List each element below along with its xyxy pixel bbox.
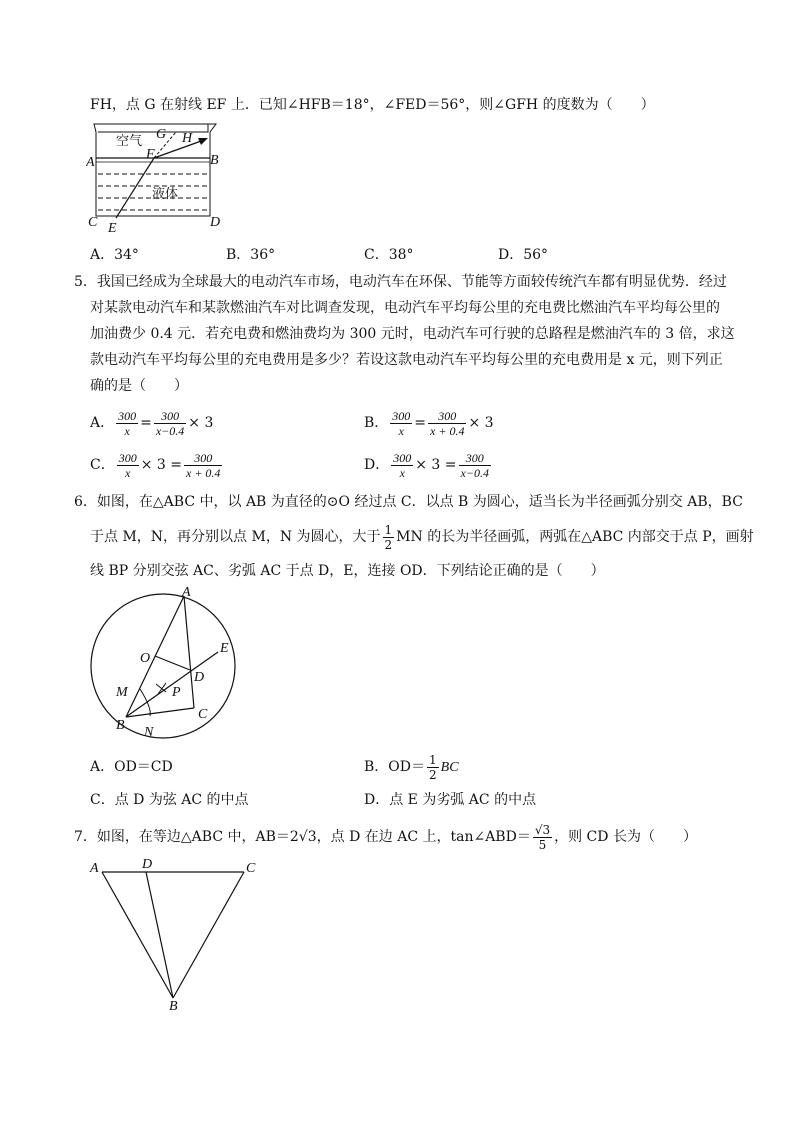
q6-pt-E: E: [220, 641, 229, 656]
q4-air-label: 空气: [116, 134, 143, 149]
q7-figure: [86, 858, 266, 1014]
q4-stem: FH，点 G 在射线 EF 上．已知∠HFB＝18°，∠FED＝56°，则∠GFH 的度数为（ ）: [90, 97, 655, 113]
q6-pt-D: D: [194, 670, 205, 685]
q7-pt-C: C: [246, 861, 256, 876]
q5-option-d[interactable]: D． $\frac{300}{x}$ × 3 = $\frac{300}{x-0.4}$: [364, 450, 489, 480]
q6-line-2: 于点 M，N，再分别以点 M，N 为圆心，大于 $\frac{1}{2}$ MN 的长为半径画弧，两弧在△ABC 内部交于点 P，画射: [90, 522, 754, 552]
q6-pt-M: M: [116, 685, 128, 700]
q6-line-1: 6．如图，在△ABC 中，以 AB 为直径的⊙O 经过点 C．以点 B 为圆心，适当长为半径画弧分别交 AB，BC: [74, 494, 743, 510]
q5-option-a[interactable]: A． $\frac{300}{x}$ = $\frac{300}{x-0.4}$ × 3: [90, 408, 214, 438]
q5-option-c[interactable]: C． $\frac{300}{x}$ × 3 = $\frac{300}{x + 0.4}$: [90, 450, 221, 480]
q4-figure: [86, 118, 222, 234]
q5-line-4: 款电动汽车平均每公里的充电费用是多少？若设这款电动汽车平均每公里的充电费用是 x 元，则下列正: [90, 352, 723, 368]
q5-line-2: 对某款电动汽车和某款燃油汽车对比调查发现，电动汽车平均每公里的充电费比燃油汽车平均每公里的: [90, 300, 720, 316]
q6-option-b[interactable]: B．OD＝ $\frac{1}{2}$ BC: [364, 752, 459, 782]
q4-option-b[interactable]: B．36°: [226, 247, 276, 263]
q4-option-c[interactable]: C．38°: [364, 247, 414, 263]
q7-stem: 7．如图，在等边△ABC 中，AB＝2√3，点 D 在边 AC 上，tan∠ABD＝ $\frac{√3}{5}$ ，则 CD 长为（ ）: [74, 822, 697, 852]
q4-option-d[interactable]: D．56°: [498, 247, 549, 263]
q6-pt-P: P: [172, 685, 181, 700]
q6-pt-B: B: [116, 718, 125, 733]
q7-pt-A: A: [90, 861, 99, 876]
q6-pt-O: O: [140, 651, 151, 666]
q6-pt-N: N: [144, 725, 154, 740]
q4-pt-E: E: [108, 221, 117, 234]
q4-liquid-label: 液体: [152, 187, 179, 202]
q6-option-a[interactable]: A．OD＝CD: [90, 759, 173, 775]
q4-option-a[interactable]: A．34°: [90, 247, 139, 263]
q4-pt-F: F: [146, 147, 155, 162]
q6-option-d[interactable]: D．点 E 为劣弧 AC 的中点: [364, 792, 537, 808]
q4-pt-A: A: [86, 155, 95, 170]
q5-line-3: 加油费少 0.4 元．若充电费和燃油费均为 300 元时，电动汽车可行驶的总路程是燃油汽车的 3 倍，求这: [90, 326, 735, 342]
q6-pt-A: A: [182, 586, 191, 600]
q5-line-5: 确的是（ ）: [90, 378, 188, 394]
q7-pt-D: D: [142, 858, 153, 872]
q6-pt-C: C: [198, 707, 208, 722]
q5-option-b[interactable]: B． $\frac{300}{x}$ = $\frac{300}{x + 0.4}$ × 3: [364, 408, 494, 438]
q7-pt-B: B: [169, 999, 178, 1014]
q4-pt-H: H: [182, 131, 193, 146]
q6-line-3: 线 BP 分别交弦 AC、劣弧 AC 于点 D，E，连接 OD．下列结论正确的是（ ）: [90, 563, 605, 579]
q4-pt-D: D: [210, 215, 221, 230]
q5-line-1: 5．我国已经成为全球最大的电动汽车市场，电动汽车在环保、节能等方面较传统汽车都有明显优势．经过: [74, 274, 727, 290]
q4-pt-C: C: [88, 215, 98, 230]
q4-pt-B: B: [210, 153, 219, 168]
q6-option-c[interactable]: C．点 D 为弦 AC 的中点: [90, 792, 249, 808]
q4-pt-G: G: [156, 127, 167, 142]
q6-figure: [86, 586, 246, 742]
